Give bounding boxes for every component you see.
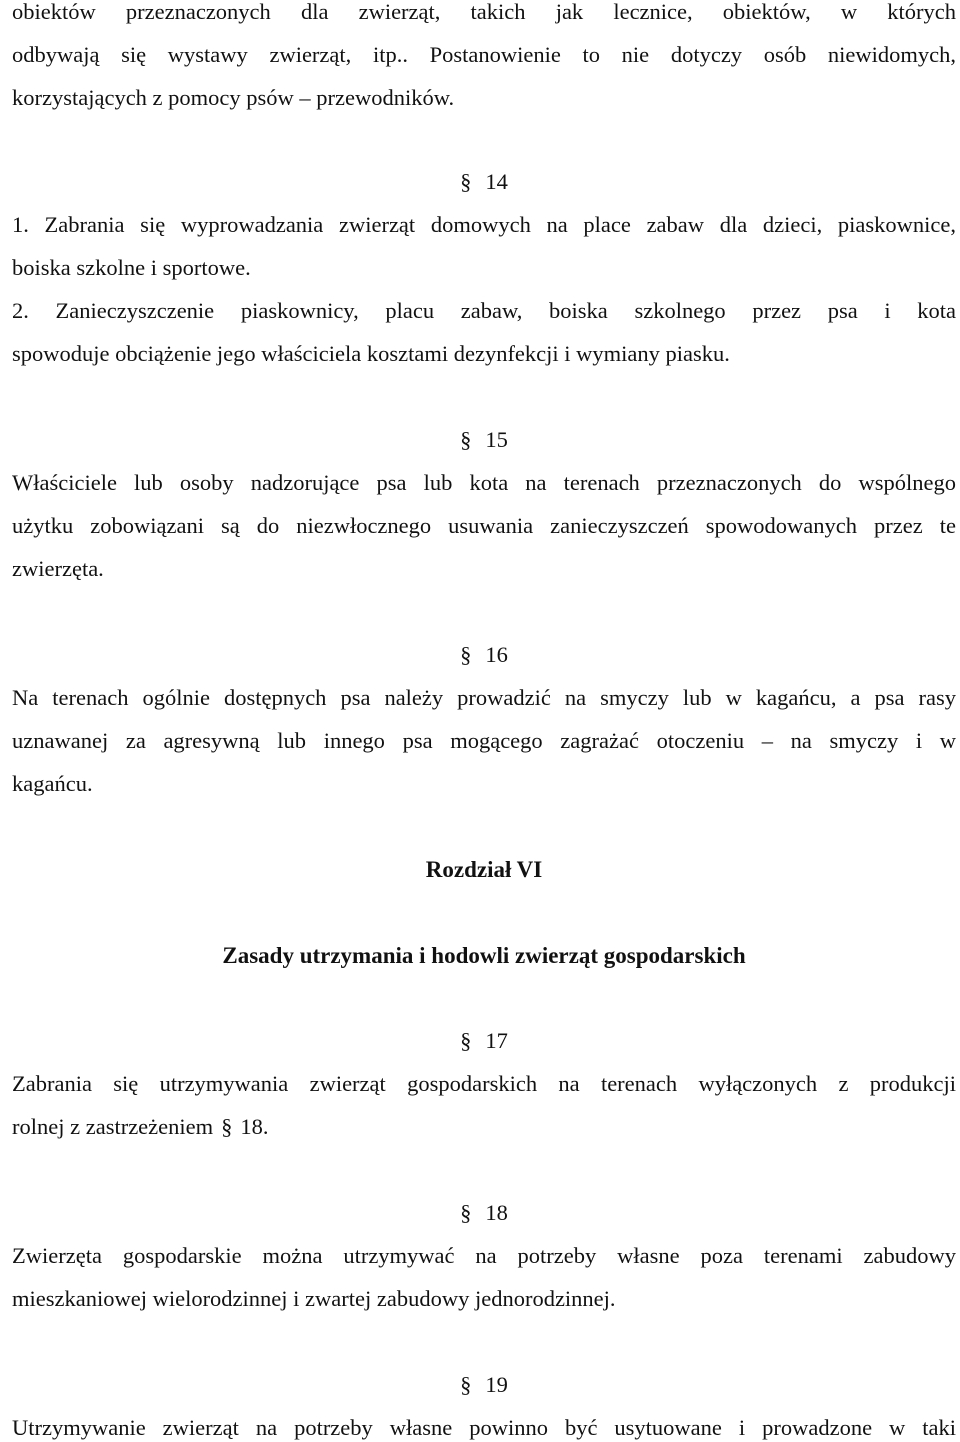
section-heading-17 xyxy=(12,1019,956,1062)
text-line: Utrzymywanie zwierząt na potrzeby własne powinno być usytuowane i prowadzone w taki xyxy=(12,1415,956,1440)
section-sign: § xyxy=(460,427,472,452)
section-sign: § xyxy=(460,169,472,194)
text-line: 2. Zanieczyszczenie piaskownicy, placu zabaw, boiska szkolnego przez psa i kota xyxy=(12,298,956,323)
section-14-item-1 xyxy=(12,203,956,289)
text-line: kagańcu. xyxy=(12,771,93,796)
text-line: spowoduje obciążenie jego właściciela kosztami dezynfekcji i wymiany piasku. xyxy=(12,341,730,366)
section-sign: § xyxy=(460,642,472,667)
text-line: zwierzęta. xyxy=(12,556,104,581)
paragraph-continuation xyxy=(12,0,956,119)
section-number: 19 xyxy=(485,1372,508,1397)
text-line: użytku zobowiązani są do niezwłocznego usuwania zanieczyszczeń spowodowanych przez te xyxy=(12,513,956,538)
text-line: uznawanej za agresywną lub innego psa mogącego zagrażać otoczeniu – na smyczy i w xyxy=(12,728,956,753)
text-fragment: rolnej z zastrzeżeniem xyxy=(12,1114,214,1139)
text-line: obiektów przeznaczonych dla zwierząt, takich jak lecznice, obiektów, w których xyxy=(12,0,956,24)
section-sign: § xyxy=(460,1200,472,1225)
document-page xyxy=(12,0,956,1442)
section-heading-18 xyxy=(12,1191,956,1234)
section-19-paragraph xyxy=(12,1406,956,1442)
chapter-title: Rozdział VI xyxy=(425,857,543,882)
section-heading-16 xyxy=(12,633,956,676)
text-line: korzystających z pomocy psów – przewodników. xyxy=(12,85,455,110)
section-heading-15 xyxy=(12,418,956,461)
section-number: 17 xyxy=(485,1028,508,1053)
text-line: Zabrania się utrzymywania zwierząt gospodarskich na terenach wyłączonych z produkcji xyxy=(12,1071,956,1096)
text-line xyxy=(12,1105,956,1148)
section-18-paragraph xyxy=(12,1234,956,1320)
text-line: odbywają się wystawy zwierząt, itp.. Postanowienie to nie dotyczy osób niewidomych, xyxy=(12,42,956,67)
section-heading-14 xyxy=(12,160,956,203)
section-sign: § xyxy=(221,1114,233,1139)
section-reference: 18. xyxy=(240,1114,269,1139)
text-line: Właściciele lub osoby nadzorujące psa lub kota na terenach przeznaczonych do wspólnego xyxy=(12,470,956,495)
section-number: 14 xyxy=(485,169,508,194)
section-15-paragraph xyxy=(12,461,956,590)
chapter-subtitle: Zasady utrzymania i hodowli zwierząt gospodarskich xyxy=(222,943,746,968)
section-number: 18 xyxy=(485,1200,508,1225)
text-line: boiska szkolne i sportowe. xyxy=(12,255,251,280)
section-sign: § xyxy=(460,1372,472,1397)
text-line: Na terenach ogólnie dostępnych psa należy prowadzić na smyczy lub w kagańcu, a psa rasy xyxy=(12,685,956,710)
text-line: mieszkaniowej wielorodzinnej i zwartej zabudowy jednorodzinnej. xyxy=(12,1286,616,1311)
section-16-paragraph xyxy=(12,676,956,805)
section-number: 15 xyxy=(485,427,508,452)
section-14-item-2 xyxy=(12,289,956,375)
section-heading-19 xyxy=(12,1363,956,1406)
section-number: 16 xyxy=(485,642,508,667)
text-line: 1. Zabrania się wyprowadzania zwierząt domowych na place zabaw dla dzieci, piaskownice, xyxy=(12,212,956,237)
text-line: Zwierzęta gospodarskie można utrzymywać na potrzeby własne poza terenami zabudowy xyxy=(12,1243,956,1268)
section-sign: § xyxy=(460,1028,472,1053)
section-17-paragraph xyxy=(12,1062,956,1148)
